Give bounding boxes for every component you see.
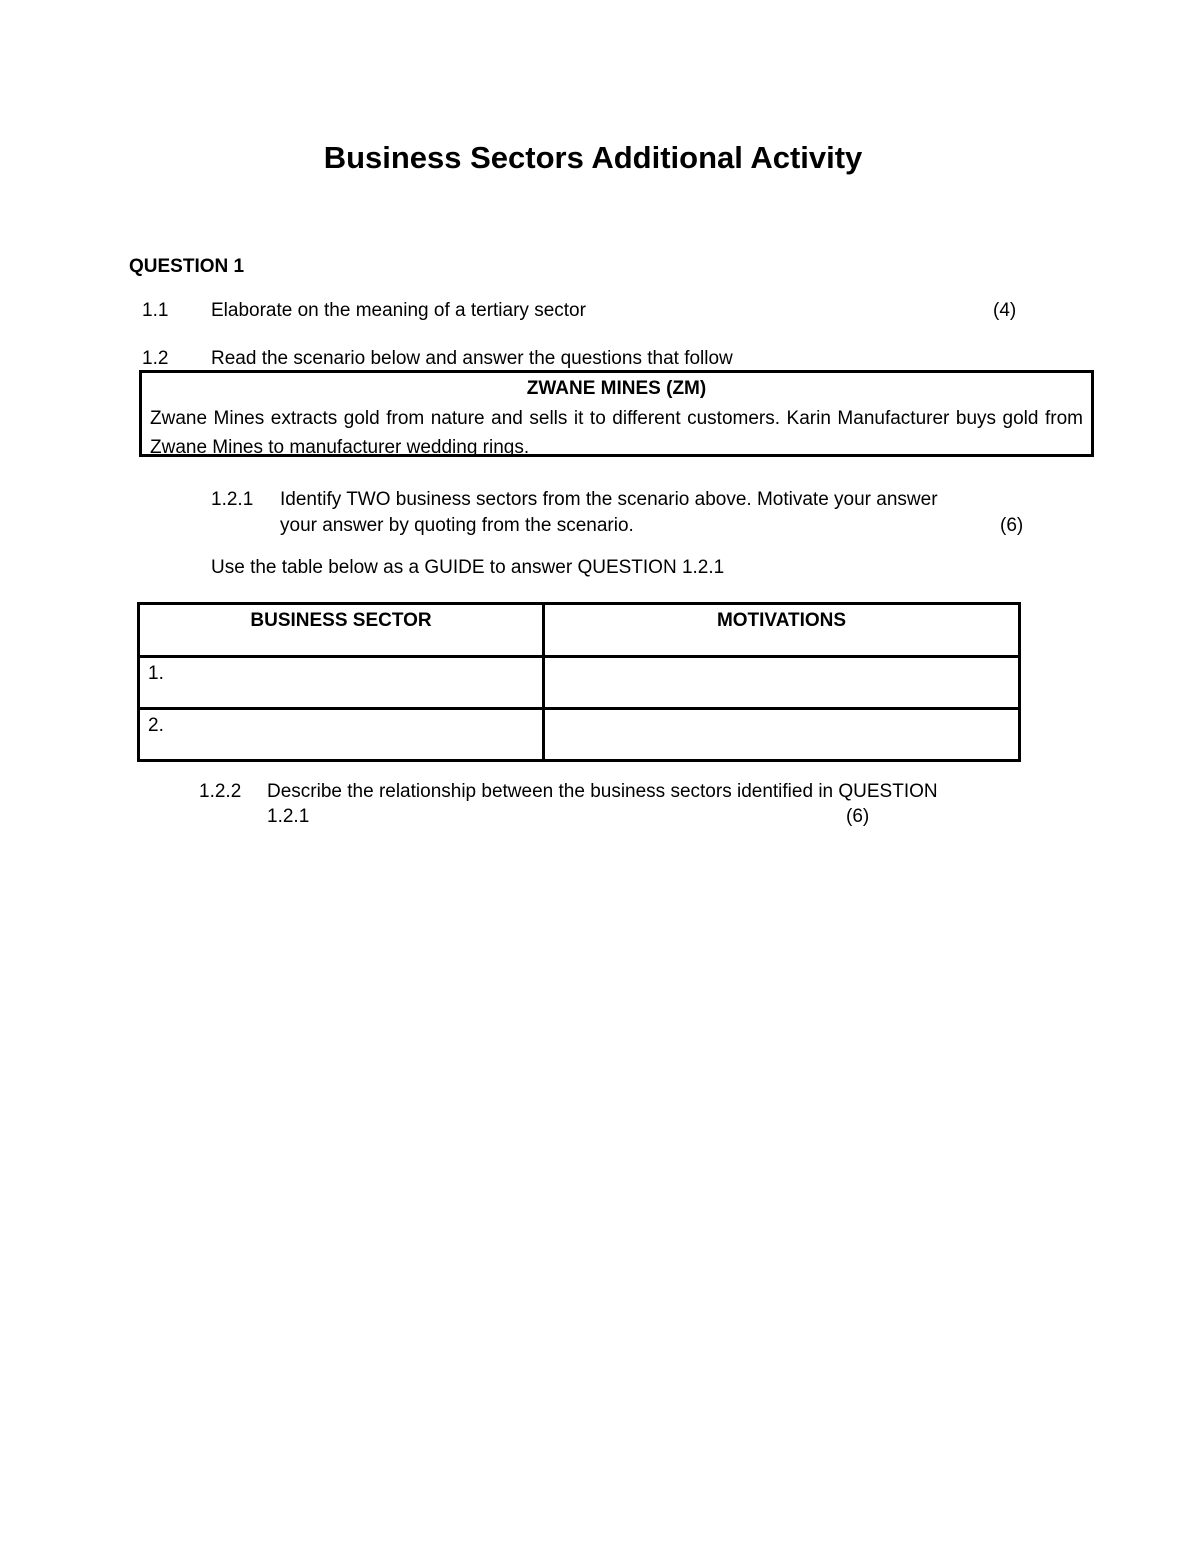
scenario-text: Zwane Mines extracts gold from nature and sells it to different customers. Karin Manufacturer buys gold from Zwane Mines to manufacturer wedding rings. <box>150 408 1083 458</box>
guide-text: Use the table below as a GUIDE to answer QUESTION 1.2.1 <box>211 557 725 578</box>
q1-2-text: Read the scenario below and answer the questions that follow <box>211 348 733 369</box>
table-header-row <box>139 604 1020 657</box>
q1-2-2-line1: Describe the relationship between the business sectors identified in QUESTION <box>267 781 938 802</box>
q1-2-2-line2: 1.2.1 <box>267 806 310 827</box>
page-title: Business Sectors Additional Activity <box>323 140 863 175</box>
table-row <box>139 657 1020 709</box>
header-motivations: MOTIVATIONS <box>544 604 1020 657</box>
q1-2-1-number: 1.2.1 <box>211 489 254 510</box>
q1-2-1-marks: (6) <box>1000 515 1024 536</box>
scenario-box <box>139 370 1094 457</box>
header-business-sector: BUSINESS SECTOR <box>139 604 544 657</box>
q1-2-number: 1.2 <box>142 348 169 369</box>
q1-1-text: Elaborate on the meaning of a tertiary sector <box>211 300 586 321</box>
q1-2-2-marks: (6) <box>846 806 870 827</box>
q1-2-1-line1: Identify TWO business sectors from the scenario above. Motivate your answer <box>280 489 938 510</box>
table-cell-sector: 2. <box>139 709 544 761</box>
table-cell-motivation <box>544 657 1020 709</box>
table-cell-sector: 1. <box>139 657 544 709</box>
question-heading: QUESTION 1 <box>129 256 245 277</box>
table-row <box>139 709 1020 761</box>
table-cell-motivation <box>544 709 1020 761</box>
q1-2-1-line2: your answer by quoting from the scenario. <box>280 515 634 536</box>
q1-1-marks: (4) <box>993 300 1017 321</box>
q1-2-2-number: 1.2.2 <box>199 781 242 802</box>
guide-table <box>137 602 1021 762</box>
q1-1-number: 1.1 <box>142 300 169 321</box>
scenario-title: ZWANE MINES (ZM) <box>526 378 707 399</box>
